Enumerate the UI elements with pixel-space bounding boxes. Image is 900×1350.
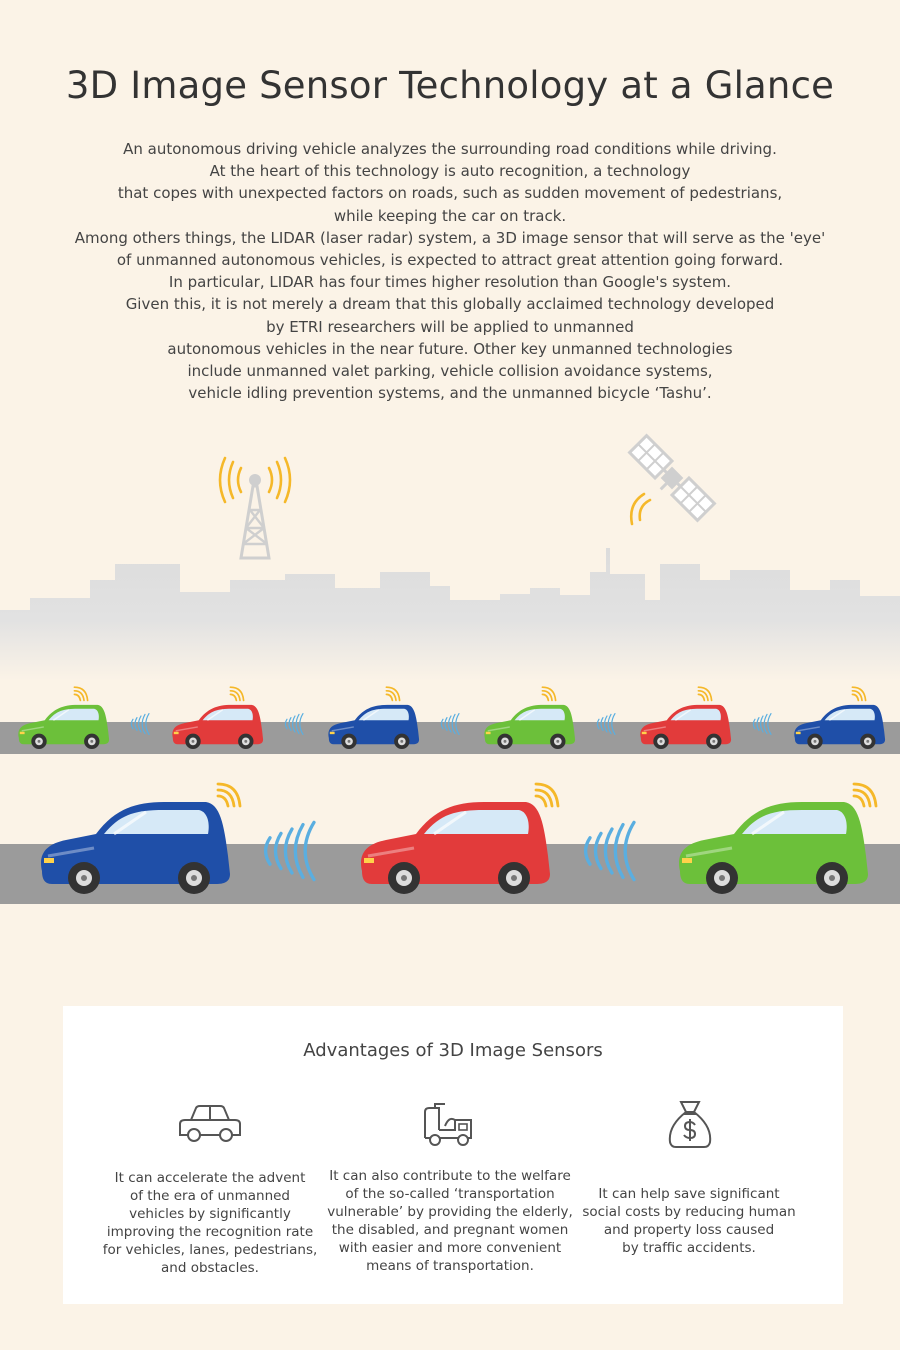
car-small-blue	[328, 705, 419, 749]
car-small-red	[640, 705, 731, 749]
signal-icon	[854, 784, 876, 806]
intro-line: that copes with unexpected factors on roads, such as sudden movement of pedestrians,	[117, 184, 783, 203]
antenna-tower-icon	[220, 458, 290, 558]
intro-line: An autonomous driving vehicle analyzes the surrounding road conditions while driving.	[123, 140, 777, 158]
signal-icon	[542, 687, 555, 700]
large-car-row	[41, 784, 876, 894]
advantages-panel	[63, 1006, 843, 1304]
car-small-blue	[794, 705, 885, 749]
intro-line: autonomous vehicles in the near future. Other key unmanned technologies	[167, 339, 733, 358]
advantage-text-1: It can accelerate the advent of the era of unmanned vehicles by significantly improving the recognition rate for vehicles, lanes, pedestrians, and obstacles.	[102, 1170, 318, 1276]
city-skyline	[0, 548, 900, 680]
signal-icon	[218, 784, 240, 806]
car-small-red	[172, 705, 263, 749]
satellite-signal-icon	[631, 494, 650, 524]
wheelchair-vehicle-icon	[421, 1102, 477, 1146]
car-large-green	[679, 802, 868, 894]
intro-line: of unmanned autonomous vehicles, is expected to attract great attention going forward.	[116, 251, 784, 270]
intro-line: vehicle idling prevention systems, and the unmanned bicycle ‘Tashu’.	[188, 384, 712, 403]
intro-line: include unmanned valet parking, vehicle collision avoidance systems,	[187, 362, 713, 381]
traffic-illustration	[0, 420, 900, 920]
intro-line: Given this, it is not merely a dream that this globally acclaimed technology developed	[125, 295, 775, 314]
intro-line: by ETRI researchers will be applied to unmanned	[266, 317, 634, 336]
money-bag-icon	[666, 1100, 714, 1150]
intro-paragraph	[40, 138, 860, 404]
signal-icon	[852, 687, 865, 700]
car-small-green	[484, 705, 575, 749]
page-title: 3D Image Sensor Technology at a Glance	[65, 64, 835, 107]
car-icon	[177, 1104, 243, 1144]
car-large-red	[361, 802, 550, 894]
signal-icon	[536, 784, 558, 806]
intro-line: In particular, LIDAR has four times higher resolution than Google's system.	[168, 273, 732, 292]
signal-icon	[386, 687, 399, 700]
intro-line: while keeping the car on track.	[333, 206, 567, 225]
signal-icon	[74, 687, 87, 700]
intro-line: At the heart of this technology is auto recognition, a technology	[209, 162, 691, 181]
intro-line: Among others things, the LIDAR (laser radar) system, a 3D image sensor that will serve as the 'eye'	[74, 228, 826, 247]
signal-icon	[230, 687, 243, 700]
car-small-green	[18, 705, 109, 749]
advantage-text-2: It can also contribute to the welfare of the so-called ‘transportation vulnerable’ by providing the elderly, the disabled, and pregnant women with easier and more convenient means of transportation.	[327, 1168, 573, 1274]
advantages-title: Advantages of 3D Image Sensors	[303, 1040, 603, 1061]
signal-icon	[698, 687, 711, 700]
advantage-text-3: It can help save significant social costs by reducing human and property loss caused by traffic accidents.	[582, 1186, 796, 1256]
car-large-blue	[41, 802, 230, 894]
